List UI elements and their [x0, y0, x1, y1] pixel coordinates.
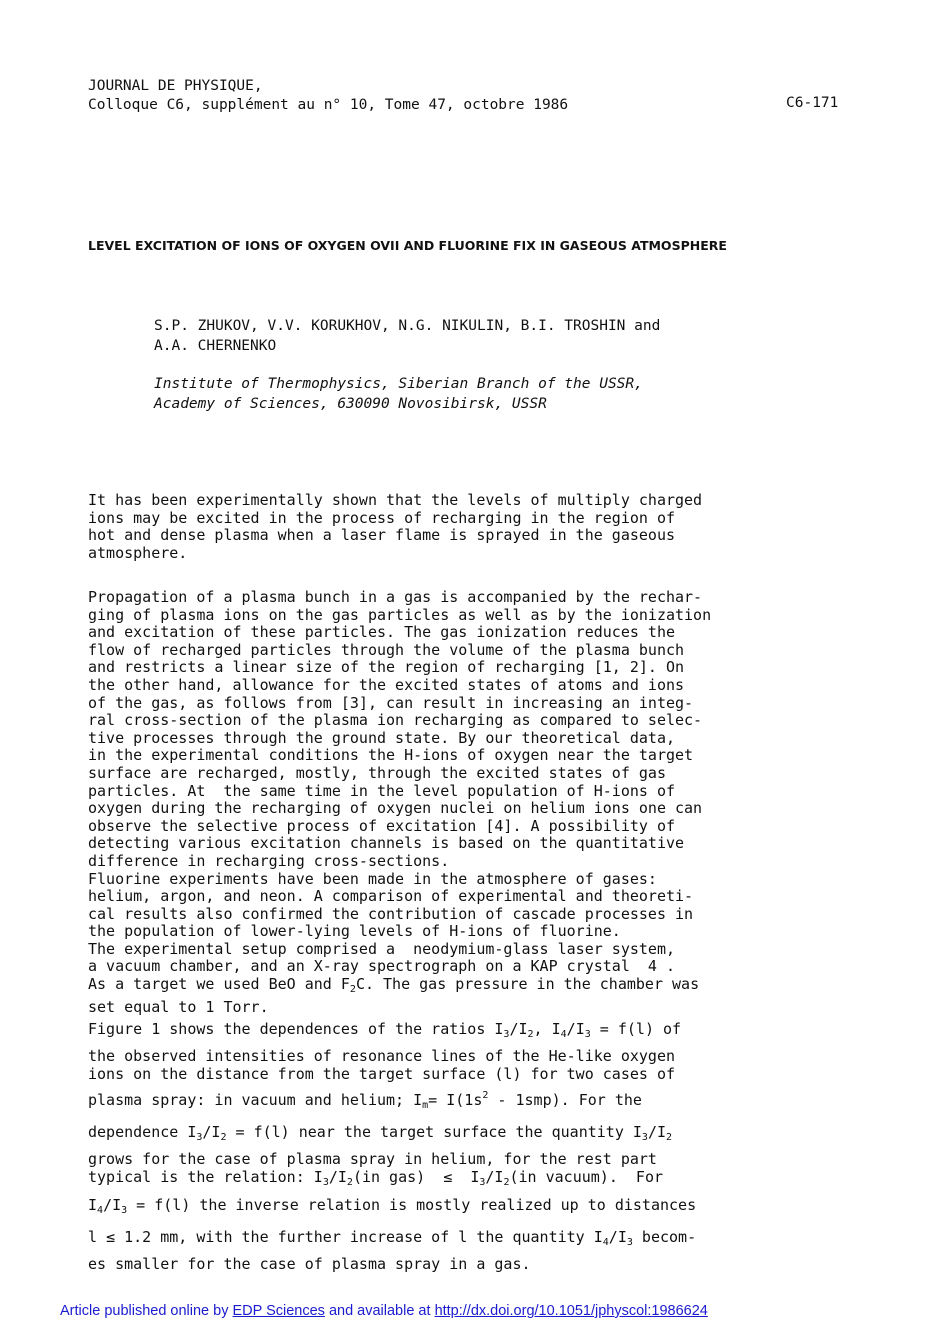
paper-title: LEVEL EXCITATION OF IONS OF OXYGEN OVII AND FLUORINE FIX IN GASEOUS ATMOSPHERE [88, 238, 727, 253]
body-line: the population of lower-lying levels of H-ions of fluorine. [88, 922, 621, 941]
affiliation-line-2: Academy of Sciences, 630090 Novosibirsk, USSR [154, 396, 547, 412]
body-line: the observed intensities of resonance lines of the He-like oxygen [88, 1047, 675, 1066]
body-line: set equal to 1 Torr. [88, 997, 269, 1016]
body-line [88, 1169, 848, 1192]
subscript: 3 [626, 1236, 633, 1248]
affiliation [154, 374, 834, 414]
affiliation-line-1: Institute of Thermophysics, Siberian Branch of the USSR, [154, 376, 643, 392]
footer-prefix: Article published online by [60, 1303, 233, 1319]
publisher-link[interactable]: EDP Sciences [232, 1303, 325, 1319]
subscript: 4 [560, 1029, 567, 1041]
subscript: 2 [527, 1029, 534, 1041]
colloque-info: Colloque C6, supplément au n° 10, Tome 47, octobre 1986 [88, 97, 569, 113]
superscript: 2 [482, 1090, 489, 1102]
body-line [88, 976, 848, 999]
body-line: es smaller for the case of plasma spray in a gas. [88, 1254, 531, 1273]
authors-line-2: A.A. CHERNENKO [154, 338, 277, 354]
text-run: C. The gas pressure in the chamber was [355, 975, 700, 994]
body-line: ral cross-section of the plasma ion recharging as compared to selec- [88, 711, 703, 730]
abstract-line: It has been experimentally shown that the levels of multiply charged [88, 491, 703, 509]
body-line: grows for the case of plasma spray in helium, for the rest part [88, 1150, 657, 1169]
text-run: becom- [632, 1227, 697, 1246]
subscript: 3 [196, 1132, 203, 1144]
subscript: 2 [220, 1132, 227, 1144]
body-line: Fluorine experiments have been made in the atmosphere of gases: [88, 869, 657, 888]
journal-header [88, 77, 568, 115]
text-run: = f(l) of [590, 1020, 682, 1039]
text-run: /I [328, 1168, 347, 1187]
subscript: 3 [641, 1132, 648, 1144]
text-run: plasma spray: in vacuum and helium; I [88, 1091, 423, 1110]
body-line: in the experimental conditions the H-ions of oxygen near the target [88, 746, 694, 765]
page-number: C6-171 [786, 95, 839, 111]
body-line [88, 1224, 848, 1256]
subscript: 2 [503, 1177, 510, 1189]
text-run: dependence I [88, 1123, 197, 1142]
publication-footer [60, 1303, 708, 1319]
abstract-line: ions may be excited in the process of recharging in the region of [88, 508, 675, 527]
text-run: (in vacuum). For [509, 1168, 664, 1187]
doi-link[interactable]: http://dx.doi.org/10.1051/jphyscol:1986624 [434, 1303, 708, 1319]
body-line: surface are recharged, mostly, through the excited states of gas [88, 763, 666, 782]
authors-line-1: S.P. ZHUKOV, V.V. KORUKHOV, N.G. NIKULIN, B.I. TROSHIN and [154, 318, 661, 334]
authors [154, 316, 834, 356]
subscript: 3 [584, 1029, 591, 1041]
body-line: cal results also confirmed the contribution of cascade processes in [88, 904, 694, 923]
body-line: and excitation of these particles. The gas ionization reduces the [88, 623, 675, 642]
text-run: (in gas) ≤ I [352, 1168, 480, 1187]
text-run: /I [202, 1123, 221, 1142]
journal-name: JOURNAL DE PHYSIQUE, [88, 78, 263, 94]
subscript: 2 [346, 1177, 353, 1189]
subscript: 2 [349, 984, 356, 996]
text-run: = f(l) near the target surface the quantity I [226, 1123, 642, 1142]
body-line: ging of plasma ions on the gas particles as well as by the ionization [88, 605, 712, 624]
body-line: detecting various excitation channels is based on the quantitative [88, 834, 685, 853]
body-line [88, 1083, 848, 1119]
text-run: /I [566, 1020, 585, 1039]
text-run: /I [485, 1168, 504, 1187]
body-line: difference in recharging cross-sections. [88, 851, 450, 870]
abstract-line: hot and dense plasma when a laser flame is sprayed in the gaseous [88, 526, 675, 545]
subscript: 3 [322, 1177, 329, 1189]
body-line: tive processes through the ground state. By our theoretical data, [88, 728, 675, 747]
footer-middle: and available at [324, 1303, 435, 1319]
subscript: 3 [121, 1204, 128, 1216]
body-line: helium, argon, and neon. A comparison of experimental and theoreti- [88, 887, 694, 906]
body-line: flow of recharged particles through the volume of the plasma bunch [88, 640, 685, 659]
text-run: = f(l) the inverse relation is mostly realized up to distances [127, 1195, 697, 1214]
text-run: /I [509, 1020, 528, 1039]
text-run: , I [533, 1020, 561, 1039]
text-run: /I [103, 1195, 122, 1214]
body-line: particles. At the same time in the level population of H-ions of [88, 781, 675, 800]
body-line [88, 1192, 848, 1224]
text-run: l ≤ 1.2 mm, with the further increase of l the quantity I [88, 1227, 603, 1246]
body-line: a vacuum chamber, and an X-ray spectrograph on a KAP crystal 4 . [88, 957, 675, 976]
body-line: and restricts a linear size of the region of recharging [1, 2]. On [88, 658, 685, 677]
text-run: /I [647, 1123, 667, 1142]
subscript: 3 [479, 1177, 486, 1189]
abstract-line: atmosphere. [88, 543, 188, 562]
body-line: Propagation of a plasma bunch in a gas is accompanied by the rechar- [88, 588, 703, 606]
subscript: 4 [602, 1236, 609, 1248]
text-run: Figure 1 shows the dependences of the ratios I [88, 1020, 504, 1039]
text-run: /I [608, 1227, 627, 1246]
body-line: the other hand, allowance for the excited states of atoms and ions [88, 675, 685, 694]
subscript: 2 [666, 1132, 673, 1144]
text-run: As a target we used BeO and F [88, 975, 350, 994]
body-line: ions on the distance from the target surface (l) for two cases of [88, 1064, 675, 1083]
text-run: = I(1s [428, 1091, 483, 1110]
body-text [88, 589, 848, 1273]
subscript: m [422, 1100, 429, 1112]
text-run: typical is the relation: I [88, 1168, 323, 1187]
subscript: 4 [97, 1204, 104, 1216]
body-line: observe the selective process of excitation [4]. A possibility of [88, 816, 675, 835]
body-line: of the gas, as follows from [3], can result in increasing an integ- [88, 693, 694, 712]
body-line [88, 1016, 848, 1048]
body-line: oxygen during the recharging of oxygen nuclei on helium ions one can [88, 799, 703, 818]
text-run: I [88, 1195, 98, 1214]
subscript: 3 [503, 1029, 510, 1041]
body-line [88, 1119, 848, 1151]
body-line: The experimental setup comprised a neodymium-glass laser system, [88, 939, 675, 958]
text-run: - 1smp). For the [488, 1091, 642, 1110]
abstract [88, 492, 848, 562]
